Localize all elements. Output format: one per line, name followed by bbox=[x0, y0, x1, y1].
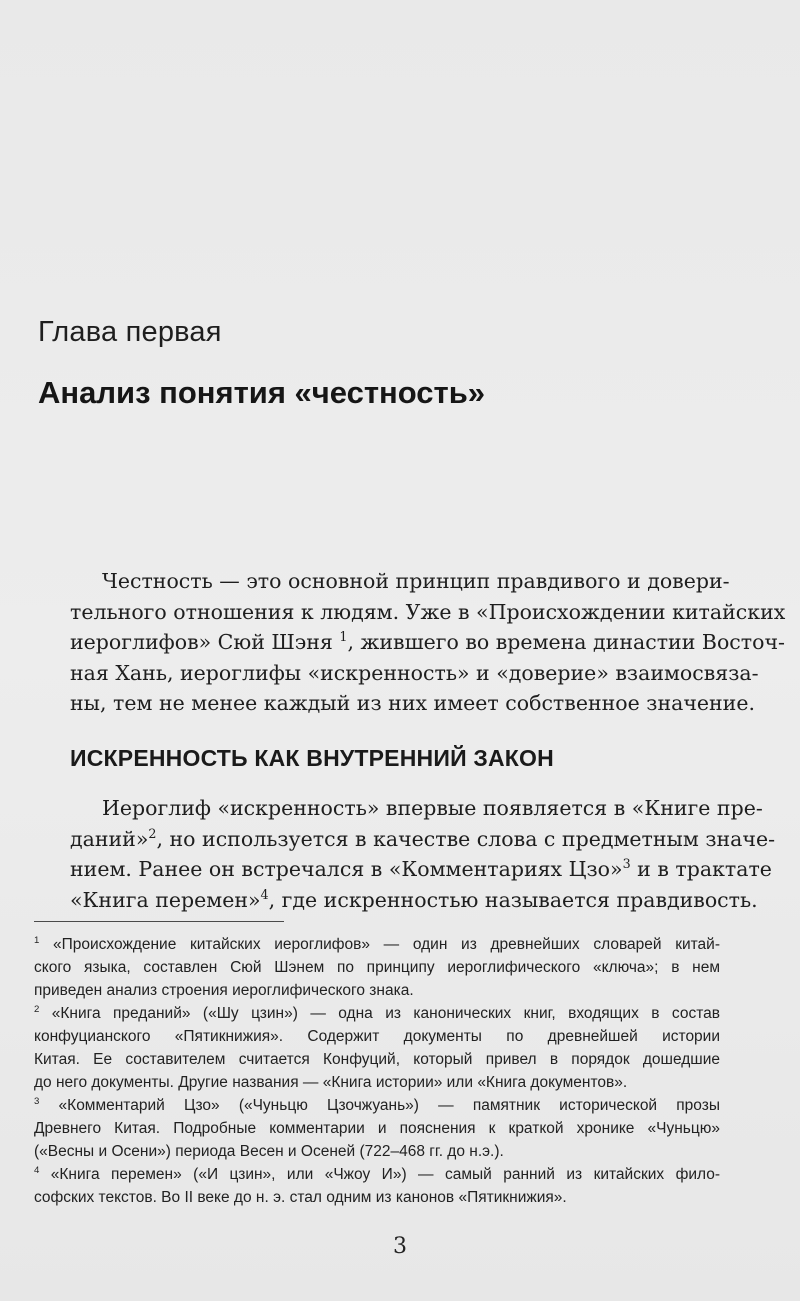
footnote-line bbox=[34, 933, 720, 956]
footnote-ref-2[interactable]: 2 bbox=[148, 825, 157, 841]
text-fragment: «Происхождение китайских иероглифов» — один из древнейших словарей китай- bbox=[39, 936, 720, 953]
footnote-line: конфуцианского «Пятикнижия». Содержит документы по древнейшей истории bbox=[34, 1028, 720, 1045]
text-fragment: «Комментарий Цзо» («Чуньцю Цзочжуань») — памятник исторической прозы bbox=[39, 1097, 720, 1114]
paragraph-sincerity bbox=[70, 793, 776, 915]
footnote-1 bbox=[34, 933, 720, 1002]
text-line: ная Хань, иероглифы «искренность» и «доверие» взаимосвяза- bbox=[70, 660, 759, 685]
footnote-number: 4 bbox=[34, 1164, 40, 1176]
text-line bbox=[70, 824, 776, 855]
footnote-number: 3 bbox=[34, 1095, 40, 1107]
text-fragment: «Книга перемен» («И цзин», или «Чжоу И») — самый ранний из китайских фило- bbox=[39, 1166, 720, 1183]
footnote-number: 1 bbox=[34, 934, 40, 946]
paragraph-intro bbox=[70, 566, 786, 719]
footnote-line: приведен анализ строения иероглифического знака. bbox=[34, 982, 414, 999]
text-line: Иероглиф «искренность» впервые появляется в «Книге пре- bbox=[102, 796, 763, 820]
section-heading: ИСКРЕННОСТЬ КАК ВНУТРЕННИЙ ЗАКОН bbox=[70, 745, 554, 771]
footnotes bbox=[34, 933, 720, 1209]
text-fragment: , где искренностью называется правдивость. bbox=[268, 887, 758, 912]
text-line: тельного отношения к людям. Уже в «Происхождении китайских bbox=[70, 599, 786, 624]
text-fragment: , но используется в качестве слова с предметным значе- bbox=[156, 826, 776, 851]
text-fragment: и в трактате bbox=[630, 857, 772, 881]
text-line: ны, тем не менее каждый из них имеет собственное значение. bbox=[70, 691, 755, 715]
footnote-number: 2 bbox=[34, 1003, 40, 1015]
text-line bbox=[70, 854, 772, 885]
footnote-4 bbox=[34, 1163, 720, 1209]
footnote-3 bbox=[34, 1094, 720, 1163]
text-fragment: иероглифов» Сюй Шэня bbox=[70, 630, 333, 654]
chapter-label: Глава первая bbox=[38, 316, 222, 348]
footnote-ref-1[interactable]: 1 bbox=[339, 629, 348, 645]
footnote-2 bbox=[34, 1002, 720, 1094]
text-fragment: нием. Ранее он встречался в «Комментариях Цзо» bbox=[70, 857, 623, 881]
footnote-ref-4[interactable]: 4 bbox=[260, 886, 269, 902]
footnote-line bbox=[34, 1094, 720, 1117]
footnote-divider bbox=[34, 921, 284, 922]
footnote-line: до него документы. Другие названия — «Книга истории» или «Книга документов». bbox=[34, 1074, 628, 1091]
text-line: Честность — это основной принцип правдивого и довери- bbox=[102, 569, 730, 593]
text-fragment: «Книга преданий» («Шу цзин») — одна из канонических книг, входящих в состав bbox=[39, 1005, 720, 1022]
footnote-line: Китая. Ее составителем считается Конфуций, который привел в порядок дошедшие bbox=[34, 1051, 720, 1068]
footnote-line bbox=[34, 1163, 720, 1186]
text-line bbox=[70, 627, 785, 658]
footnote-line: («Весны и Осени») периода Весен и Осеней (722–468 гг. до н.э.). bbox=[34, 1143, 504, 1160]
footnote-line bbox=[34, 1002, 720, 1025]
page-number: 3 bbox=[393, 1234, 407, 1259]
text-line bbox=[70, 885, 758, 916]
footnote-line: ского языка, составлен Сюй Шэнем по принципу иероглифического «ключа»; в нем bbox=[34, 959, 720, 976]
chapter-title: Анализ понятия «честность» bbox=[38, 375, 486, 410]
footnote-ref-3[interactable]: 3 bbox=[622, 856, 631, 872]
footnote-line: софских текстов. Во II веке до н. э. стал одним из канонов «Пятикнижия». bbox=[34, 1189, 567, 1206]
text-fragment: , жившего во времена династии Восточ- bbox=[347, 630, 785, 654]
footnote-line: Древнего Китая. Подробные комментарии и пояснения к краткой хронике «Чуньцю» bbox=[34, 1120, 720, 1137]
text-fragment: «Книга перемен» bbox=[70, 887, 261, 912]
text-fragment: даний» bbox=[70, 826, 149, 851]
